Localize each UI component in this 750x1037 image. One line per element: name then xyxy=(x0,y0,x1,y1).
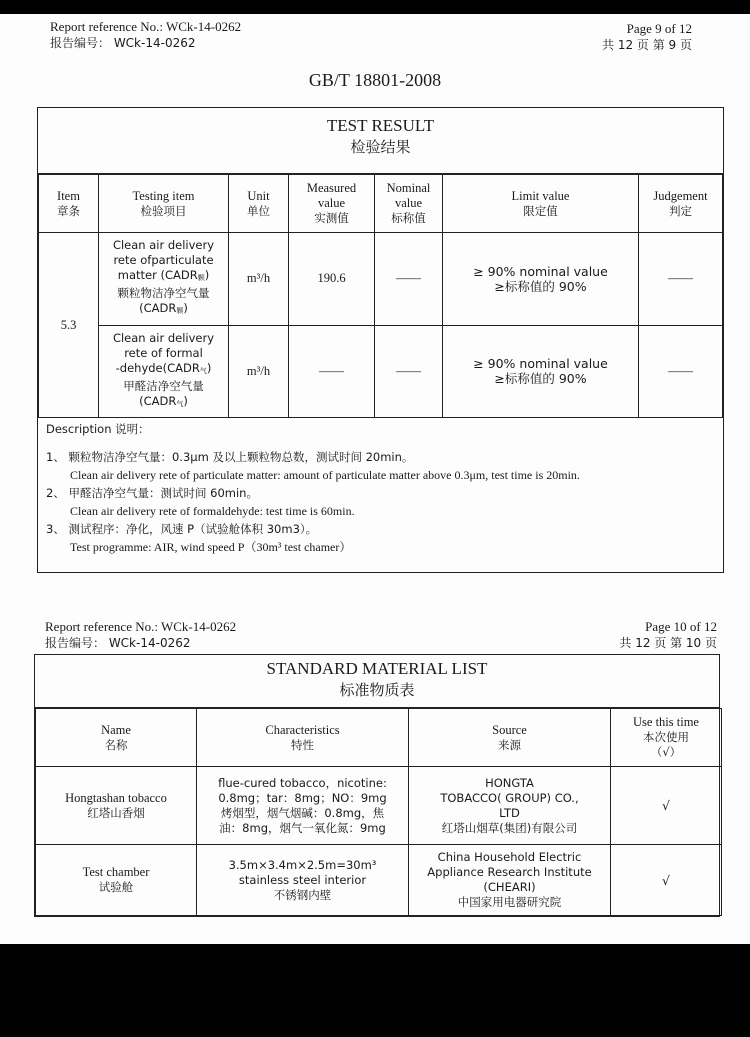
material-title xyxy=(35,655,719,708)
limit-cell: ≥ 90% nominal value ≥标称值的 90% xyxy=(443,325,639,417)
test-result-table-wrap xyxy=(38,174,723,418)
report-reference-cn: 报告编号： WCk-14-0262 xyxy=(50,36,196,50)
measured-cell: —— xyxy=(289,325,375,417)
judgement-cell: —— xyxy=(639,325,723,417)
test-result-box xyxy=(37,107,724,573)
item-number: 5.3 xyxy=(39,233,99,418)
name-cell: Test chamber 试验舱 xyxy=(36,845,197,916)
test-result-title xyxy=(38,108,723,174)
page-number-en: Page 9 of 12 xyxy=(626,21,692,36)
report-reference-cn: 报告编号： WCk-14-0262 xyxy=(45,636,191,650)
page-number-en: Page 10 of 12 xyxy=(645,619,717,634)
header-judgement: Judgement 判定 xyxy=(639,175,723,233)
description-section xyxy=(38,418,723,556)
page-indicator xyxy=(602,20,692,54)
characteristics-cell: 3.5m×3.4m×2.5m=30m³ stainless steel interior 不锈钢内壁 xyxy=(197,845,409,916)
header-nominal: Nominal value 标称值 xyxy=(375,175,443,233)
page-number-cn: 共 12 页 第 9 页 xyxy=(602,38,692,52)
source-cell: China Household Electric Appliance Research Institute (CHEARI) 中国家用电器研究院 xyxy=(409,845,611,916)
material-table xyxy=(35,708,722,916)
header-measured: Measured value 实测值 xyxy=(289,175,375,233)
judgement-cell: —— xyxy=(639,233,723,325)
measured-cell: 190.6 xyxy=(289,233,375,325)
note-item: 2、 甲醛洁净空气量：测试时间 60min。 Clean air delivery rete of formaldehyde: test time is 60min. xyxy=(46,486,355,518)
report-reference-en: Report reference No.: WCk-14-0262 xyxy=(50,19,242,34)
nominal-cell: —— xyxy=(375,325,443,417)
report-reference xyxy=(45,618,236,652)
testing-item-cell: Clean air delivery rete of formal -dehyde(CADR气) 甲醛洁净空气量 (CADR气) xyxy=(99,325,229,417)
name-cell: Hongtashan tobacco 红塔山香烟 xyxy=(36,767,197,845)
table-header-row xyxy=(39,175,723,233)
header-source: Source 来源 xyxy=(409,709,611,767)
table-row xyxy=(39,325,723,417)
table-header-row xyxy=(36,709,722,767)
document-sheet xyxy=(0,14,750,944)
unit-cell: m³/h xyxy=(229,233,289,325)
description-label: Description 说明： xyxy=(46,422,150,436)
testing-item-cell: Clean air delivery rete ofparticulate matter (CADR颗) 颗粒物洁净空气量 (CADR颗) xyxy=(99,233,229,325)
report-reference xyxy=(50,18,241,52)
characteristics-cell: flue-cured tobacco，nicotine: 0.8mg；tar：8mg；NO：9mg 烤烟型，烟气烟碱：0.8mg，焦 油：8mg，烟气一氧化氮：9mg xyxy=(197,767,409,845)
table-row xyxy=(36,767,722,845)
table-row xyxy=(36,845,722,916)
header-item: Item 章条 xyxy=(39,175,99,233)
header-name: Name 名称 xyxy=(36,709,197,767)
title-en: STANDARD MATERIAL LIST xyxy=(266,659,488,678)
header-use: Use this time 本次使用 （√） xyxy=(611,709,722,767)
check-mark-icon: √ xyxy=(611,845,722,916)
header-limit: Limit value 限定值 xyxy=(443,175,639,233)
title-en: TEST RESULT xyxy=(326,116,435,135)
title-cn: 检验结果 xyxy=(350,138,411,156)
header-characteristics: Characteristics 特性 xyxy=(197,709,409,767)
source-cell: HONGTA TOBACCO( GROUP) CO., LTD 红塔山烟草(集团)有限公司 xyxy=(409,767,611,845)
check-mark-icon: √ xyxy=(611,767,722,845)
title-cn: 标准物质表 xyxy=(339,681,415,699)
limit-cell: ≥ 90% nominal value ≥标称值的 90% xyxy=(443,233,639,325)
header-testing-item: Testing item 检验项目 xyxy=(99,175,229,233)
standard-material-box xyxy=(34,654,720,917)
nominal-cell: —— xyxy=(375,233,443,325)
header-unit: Unit 单位 xyxy=(229,175,289,233)
note-item: 1、 颗粒物洁净空气量：0.3μm 及以上颗粒物总数，测试时间 20min。 Clean air delivery rete of particulate matter: amount of particulate matter above 0.3μm, test time is 20min. xyxy=(46,450,580,482)
report-reference-en: Report reference No.: WCk-14-0262 xyxy=(45,619,237,634)
standard-code: GB/T 18801-2008 xyxy=(308,70,442,90)
test-result-table xyxy=(38,174,723,418)
table-row xyxy=(39,233,723,325)
material-table-wrap xyxy=(35,708,719,915)
page-number-cn: 共 12 页 第 10 页 xyxy=(619,636,717,650)
unit-cell: m³/h xyxy=(229,325,289,417)
page-indicator xyxy=(619,618,717,652)
note-item: 3、 测试程序：净化，风速 P（试验舱体积 30m3）。 Test programme: AIR, wind speed P（30m³ test chamer） xyxy=(46,522,352,554)
